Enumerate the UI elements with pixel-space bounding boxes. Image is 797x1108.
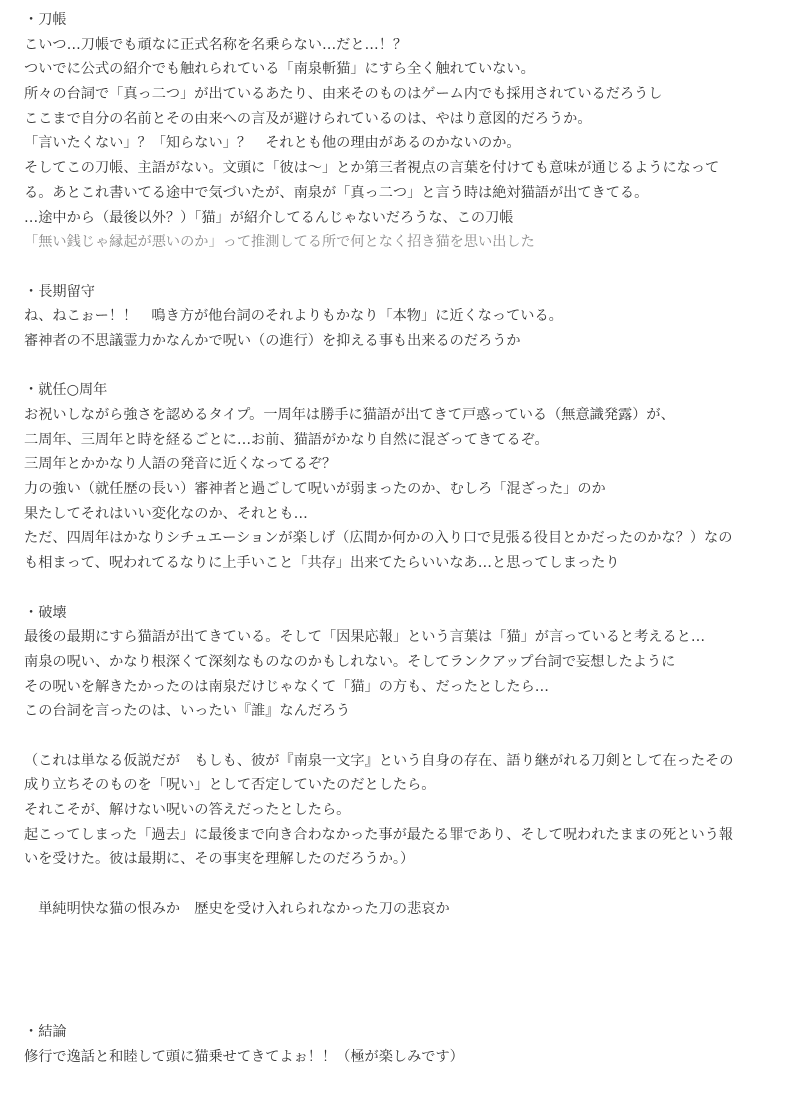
paragraph-line: …途中から（最後以外？）「猫」が紹介してるんじゃないだろうな、この刀帳 (24, 209, 514, 226)
paragraph-line: 最後の最期にすら猫語が出てきている。そして「因果応報」という言葉は「猫」が言っていると考えると… (24, 629, 706, 646)
paragraph-line: 果たしてそれはいい変化なのか、それとも… (24, 505, 308, 522)
paragraph-line: 三周年とかかなり人語の発音に近くなってるぞ？ (24, 456, 337, 473)
paragraph-line: お祝いしながら強さを認めるタイプ。一周年は勝手に猫語が出てきて戸惑っている（無意識発露）が、 (24, 407, 675, 423)
paragraph-line: いを受けた。彼は最期に、その事実を理解したのだろうか。） (24, 851, 415, 868)
paragraph-line: 成り立ちそのものを「呪い」として否定していたのだとしたら。 (24, 777, 436, 794)
paragraph-line: こいつ…刀帳でも頑なに正式名称を名乗らない…だと…！？ (24, 36, 408, 53)
paragraph-line: 修行で逸話と和睦して頭に猫乗せてきてよぉ！！（極が楽しみです） (24, 1048, 464, 1065)
blank-line (24, 354, 784, 379)
blank-line (24, 996, 784, 1021)
paragraph-line: 単純明快な猫の恨みか 歴史を受け入れられなかった刀の悲哀か (24, 900, 450, 917)
paragraph-line: （これは単なる仮説だが もしも、彼が『南泉一文字』という自身の存在、語り継がれる刀剣として在ったその (24, 752, 734, 769)
muted-note-line: 「無い銭じゃ縁起が悪いのか」って推測してる所で何となく招き猫を思い出した (24, 234, 535, 251)
paragraph-line: 二周年、三周年と時を経るごとに…お前、猫語がかなり自然に混ざってきてるぞ。 (24, 431, 549, 448)
heading-touchou: ・刀帳 (24, 12, 67, 28)
paragraph-line: そしてこの刀帳、主語がない。文頭に「彼は～」とか第三者視点の言葉を付けても意味が通じるようになって (24, 160, 720, 177)
paragraph-line: この台詞を言ったのは、いったい『誰』なんだろう (24, 703, 351, 720)
paragraph-line: 南泉の呪い、かなり根深くて深刻なものなのかもしれない。そしてランクアップ台詞で妄想したように (24, 653, 676, 670)
blank-line (24, 971, 784, 996)
heading-conclusion: ・結論 (24, 1024, 67, 1041)
paragraph-line: る。あとこれ書いてる途中で気づいたが、南泉が「真っ二つ」と言う時は絶対猫語が出てきてる。 (24, 184, 649, 201)
blank-line (24, 872, 784, 897)
paragraph-line: 力の強い（就任歴の長い）審神者と過ごして呪いが弱まったのか、むしろ「混ざった」のか (24, 481, 606, 498)
paragraph-line: その呪いを解きたかったのは南泉だけじゃなくて「猫」の方も、だったとしたら… (24, 678, 549, 695)
paragraph-line: ここまで自分の名前とその由来への言及が避けられているのは、やはり意図的だろうか。 (24, 110, 592, 127)
blank-line (24, 255, 784, 280)
paragraph-line: 所々の台詞で「真っ二つ」が出ているあたり、由来そのものはゲーム内でも採用されているだろうし (24, 86, 663, 103)
paragraph-line: 起こってしまった「過去」に最後まで向き合わなかった事が最たる罪であり、そして呪われたままの死という報 (24, 826, 734, 843)
paragraph-line: ね、ねこぉー！！ 鳴き方が他台詞のそれよりもかなり「本物」に近くなっている。 (24, 308, 563, 325)
paragraph-line: ただ、四周年はかなりシチュエーションが楽しげ（広間か何かの入り口で見張る役目とかだったのかな？）なの (24, 530, 733, 547)
blank-line (24, 946, 784, 971)
heading-anniversary: ・就任○周年 (24, 382, 108, 399)
document-body (24, 8, 784, 1070)
paragraph-line: 「言いたくない」？「知らない」？ それとも他の理由があるのかないのか。 (24, 135, 521, 152)
paragraph-line: ついでに公式の紹介でも触れられている「南泉斬猫」にすら全く触れていない。 (24, 61, 535, 78)
paragraph-line: 審神者の不思議霊力かなんかで呪い（の進行）を抑える事も出来るのだろうか (24, 332, 521, 349)
paragraph-line: それこそが、解けない呪いの答えだったとしたら。 (24, 802, 351, 818)
blank-line (24, 921, 784, 946)
blank-line (24, 576, 784, 601)
heading-destruction: ・破壊 (24, 604, 67, 621)
blank-line (24, 724, 784, 749)
paragraph-line: も相まって、呪われてるなりに上手いこと「共存」出来てたらいいなあ…と思ってしまったり (24, 555, 620, 572)
heading-long-absence: ・長期留守 (24, 283, 95, 300)
